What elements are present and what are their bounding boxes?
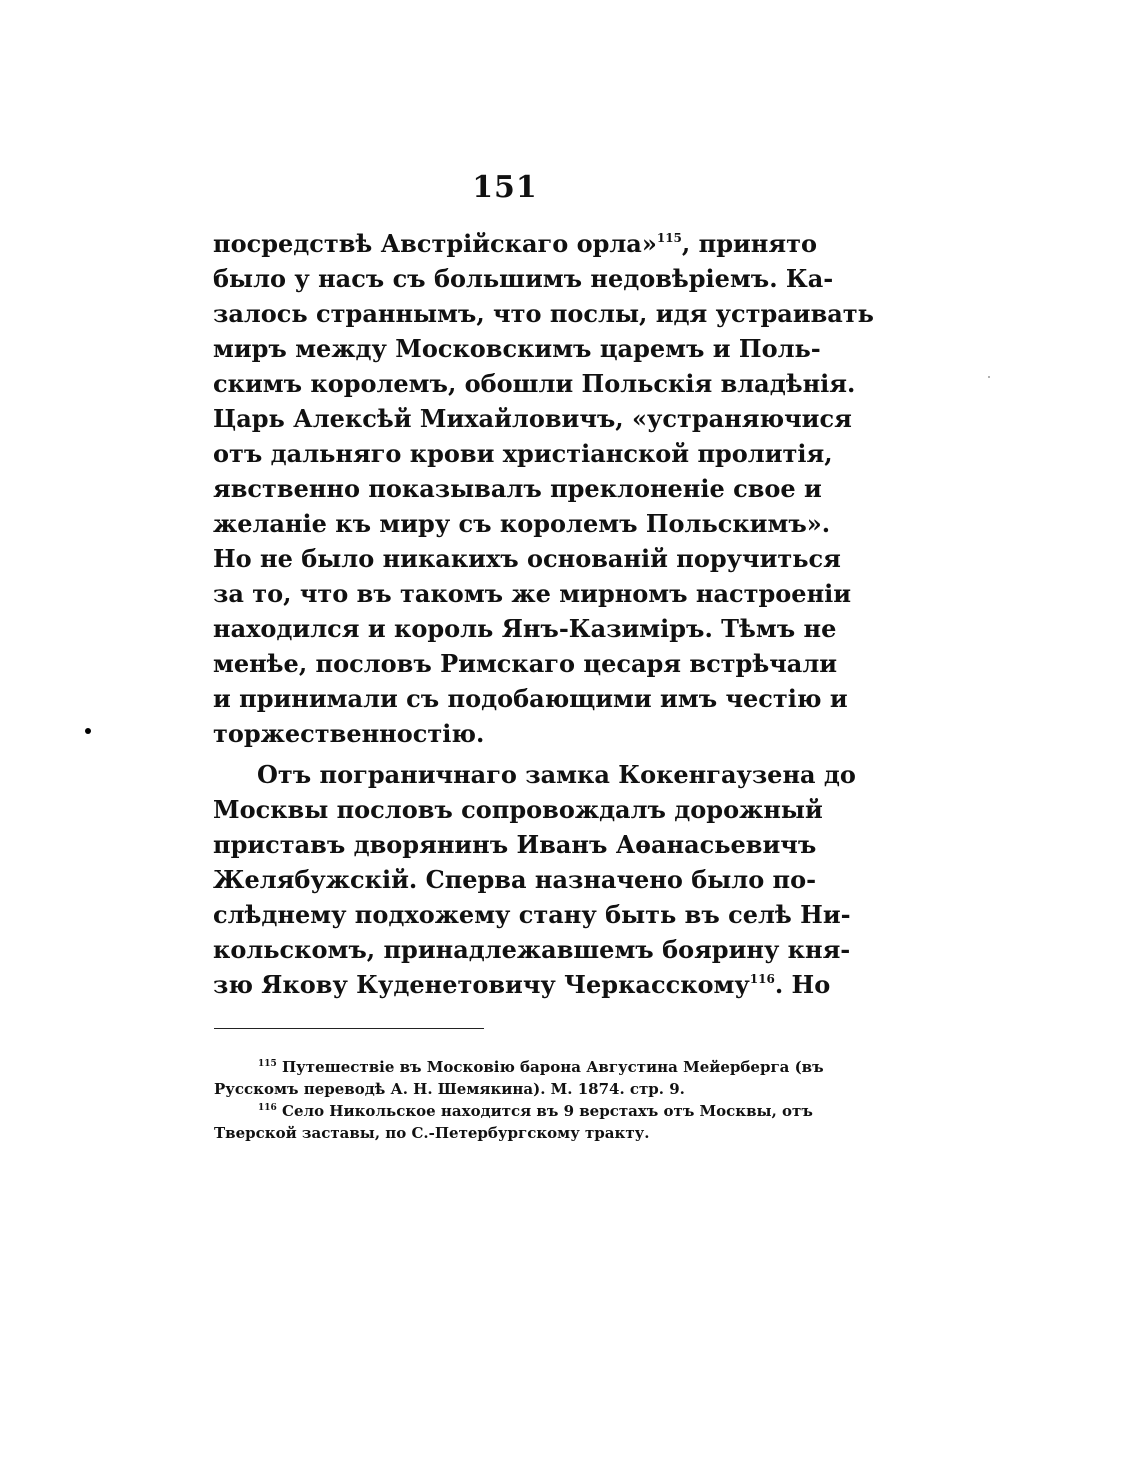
text-line: Но не было никакихъ основаній поручиться <box>213 544 841 573</box>
page-number: 151 <box>472 170 538 205</box>
text-line: было у насъ съ большимъ недовѣріемъ. Ка- <box>213 264 834 293</box>
footnote-line: Тверской заставы, по С.-Петербургскому тракту. <box>214 1124 650 1142</box>
text-line: менѣе, пословъ Римскаго цесаря встрѣчали <box>213 649 838 678</box>
text-line: и принимали съ подобающими имъ честію и <box>213 684 848 713</box>
footnote-line: $^{115}$ Путешествіе въ Московію барона Августина Мейерберга (въ <box>258 1058 824 1076</box>
text-line: Москвы пословъ сопровождалъ дорожный <box>213 795 823 824</box>
text-line: Желябужскій. Сперва назначено было по- <box>213 865 817 894</box>
text-line: слѣднему подхожему стану быть въ селѣ Ни- <box>213 900 851 929</box>
footnote-divider <box>214 1028 484 1029</box>
footnote-line: Русскомъ переводѣ А. Н. Шемякина). М. 1874. стр. 9. <box>214 1080 685 1098</box>
scan-speck <box>988 376 990 378</box>
text-line: кольскомъ, принадлежавшемъ боярину кня- <box>213 935 851 964</box>
text-line: Отъ пограничнаго замка Кокенгаузена до <box>257 760 856 789</box>
footnote-number: 115 <box>258 1059 277 1069</box>
text-line: посредствѣ Австрійскаго орла»$^{115}$, принято <box>213 229 817 258</box>
text-line: за то, что въ такомъ же мирномъ настроеніи <box>213 579 852 608</box>
footnote-number: 116 <box>258 1103 277 1113</box>
footnote-line: $^{116}$ Село Никольское находится въ 9 верстахъ отъ Москвы, отъ <box>258 1102 813 1120</box>
text-line: Царь Алексѣй Михайловичъ, «устраняючися <box>213 404 852 433</box>
footnotes <box>214 1056 824 1144</box>
text-line: находился и король Янъ-Казиміръ. Тѣмъ не <box>213 614 837 643</box>
text-line: торжественностію. <box>213 719 485 748</box>
footnote-ref: 116 <box>749 972 775 986</box>
text-line: залось страннымъ, что послы, идя устраивать <box>213 299 874 328</box>
text-line: желаніе къ миру съ королемъ Польскимъ». <box>213 509 831 538</box>
text-line: явственно показывалъ преклоненіе свое и <box>213 474 822 503</box>
text-line: зю Якову Куденетовичу Черкасскому$^{116}$. Но <box>213 970 831 999</box>
text-line: отъ дальняго крови христіанской пролитія, <box>213 439 833 468</box>
text-line: миръ между Московскимъ царемъ и Поль- <box>213 334 821 363</box>
text-line: приставъ дворянинъ Иванъ Аѳанасьевичъ <box>213 830 817 859</box>
scan-speck <box>85 728 91 734</box>
footnote-ref: 115 <box>656 231 682 245</box>
text-line: скимъ королемъ, обошли Польскія владѣнія. <box>213 369 856 398</box>
body-text <box>213 226 874 1002</box>
